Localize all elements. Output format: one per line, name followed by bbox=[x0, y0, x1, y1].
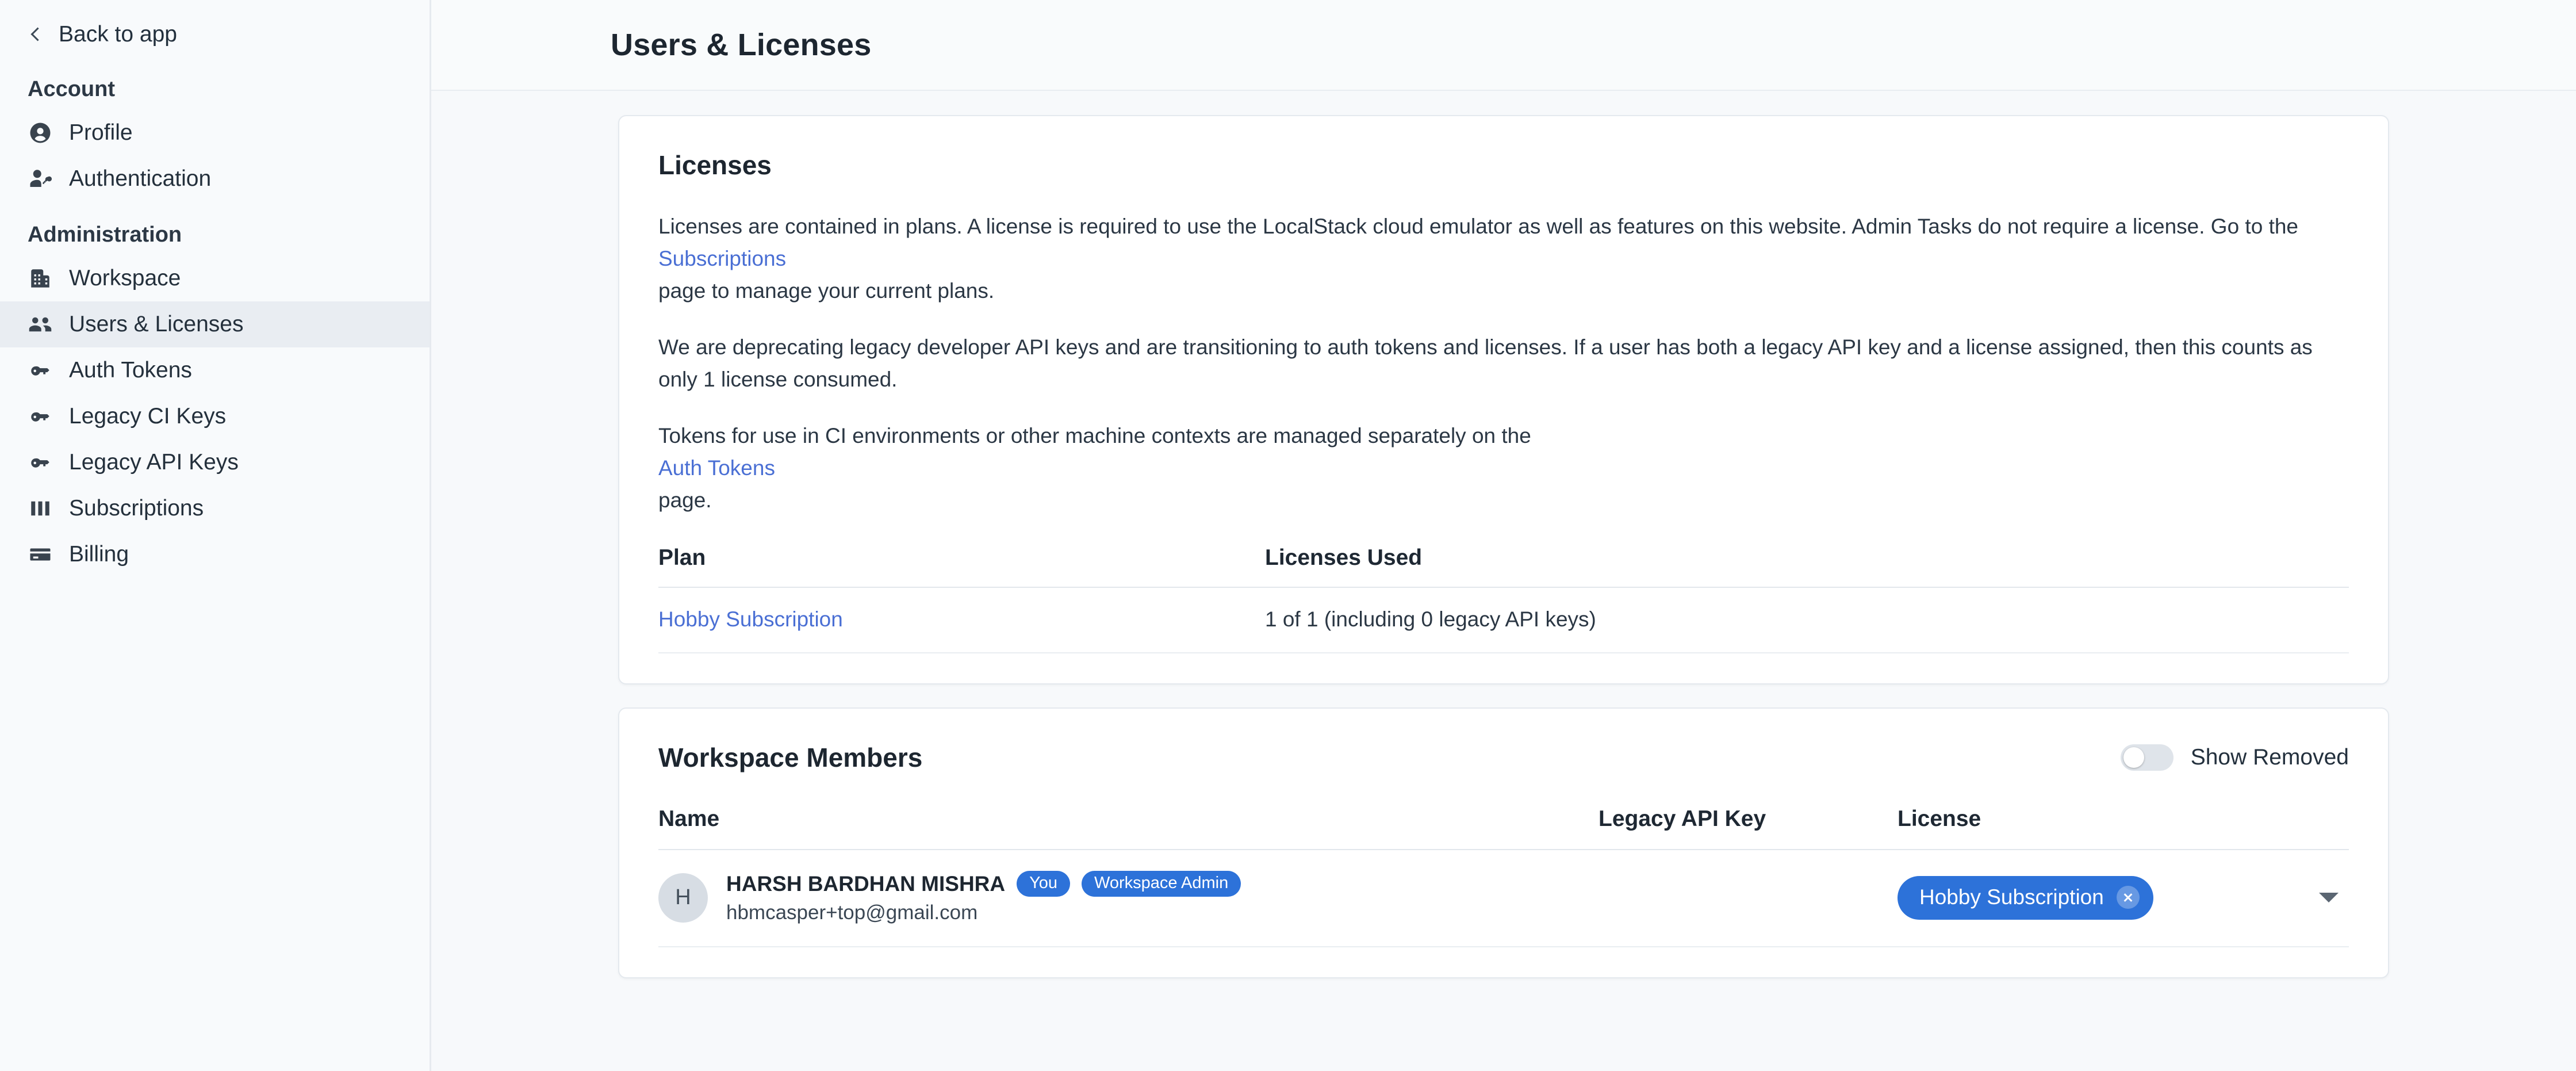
sidebar-item-label: Billing bbox=[69, 542, 129, 567]
back-to-app-label: Back to app bbox=[59, 22, 177, 47]
sidebar-item-label: Profile bbox=[69, 120, 133, 145]
licenses-card-title: Licenses bbox=[658, 150, 772, 180]
licenses-paragraph-3-tail: page. bbox=[658, 488, 712, 512]
sidebar-item-label: Subscriptions bbox=[69, 496, 204, 521]
members-header bbox=[658, 742, 2349, 773]
column-header-licenses-used: Licenses Used bbox=[1265, 541, 2349, 587]
licenses-paragraph-1 bbox=[658, 211, 2349, 307]
licenses-table bbox=[658, 541, 2349, 653]
workspace-members-card bbox=[618, 707, 2389, 978]
table-row bbox=[658, 850, 2349, 947]
licenses-paragraph-3-text: Tokens for use in CI environments or other machine contexts are managed separately on the bbox=[658, 424, 1531, 447]
licenses-paragraph-1-tail: page to manage your current plans. bbox=[658, 279, 995, 303]
sidebar-item-legacy-ci-keys[interactable] bbox=[0, 393, 430, 439]
user-name: HARSH BARDHAN MISHRA bbox=[726, 871, 1006, 896]
sidebar-section-account: Account bbox=[28, 77, 115, 101]
show-removed-label: Show Removed bbox=[2190, 745, 2349, 770]
licenses-paragraph-2: We are deprecating legacy developer API keys and are transitioning to auth tokens and licenses. If a user has both a legacy API key and a license assigned, then this counts as only 1 license consumed. bbox=[658, 335, 2313, 391]
key-icon bbox=[28, 450, 53, 475]
sidebar-item-label: Authentication bbox=[69, 166, 212, 191]
auth-tokens-link[interactable]: Auth Tokens bbox=[658, 456, 775, 480]
sidebar-item-users-licenses[interactable] bbox=[0, 301, 430, 347]
table-header-row bbox=[658, 541, 2349, 587]
sidebar-item-auth-tokens[interactable] bbox=[0, 347, 430, 393]
status-badge-role: Workspace Admin bbox=[1082, 871, 1241, 897]
show-removed-toggle[interactable] bbox=[2121, 744, 2174, 771]
page-header bbox=[431, 0, 2576, 91]
licenses-card bbox=[618, 115, 2389, 684]
avatar: H bbox=[658, 873, 708, 923]
license-chip[interactable] bbox=[1897, 876, 2153, 920]
sidebar-item-label: Legacy API Keys bbox=[69, 450, 239, 475]
cell-license bbox=[1897, 850, 2349, 947]
cell-licenses-used: 1 of 1 (including 0 legacy API keys) bbox=[1265, 587, 2349, 653]
sidebar-item-label: Users & Licenses bbox=[69, 312, 244, 336]
page-title: Users & Licenses bbox=[611, 28, 872, 62]
column-header-name: Name bbox=[658, 803, 1598, 850]
back-to-app-button[interactable] bbox=[0, 13, 430, 56]
sidebar bbox=[0, 0, 431, 1071]
table-row bbox=[658, 587, 2349, 653]
show-removed-control[interactable] bbox=[2121, 744, 2349, 771]
toggle-knob bbox=[2123, 747, 2144, 768]
sidebar-item-label: Legacy CI Keys bbox=[69, 404, 227, 429]
building-icon bbox=[28, 266, 53, 291]
sidebar-item-label: Auth Tokens bbox=[69, 358, 192, 382]
user-circle-icon bbox=[28, 120, 53, 146]
sidebar-section-administration: Administration bbox=[28, 223, 182, 247]
user-email: hbmcasper+top@gmail.com bbox=[726, 901, 978, 924]
chevron-down-icon[interactable] bbox=[2319, 893, 2339, 902]
sidebar-item-billing[interactable] bbox=[0, 531, 430, 577]
cell-user bbox=[658, 850, 1598, 947]
license-chip-label: Hobby Subscription bbox=[1919, 885, 2104, 909]
table-header-row bbox=[658, 803, 2349, 850]
user-key-icon bbox=[28, 166, 53, 192]
sidebar-item-authentication[interactable] bbox=[0, 156, 430, 202]
subscriptions-link[interactable]: Subscriptions bbox=[658, 247, 787, 270]
sidebar-item-profile[interactable] bbox=[0, 110, 430, 156]
members-card-title: Workspace Members bbox=[658, 743, 923, 772]
chevron-left-icon bbox=[28, 26, 45, 43]
key-icon bbox=[28, 358, 53, 383]
column-header-legacy-api-key: Legacy API Key bbox=[1598, 803, 1897, 850]
members-table bbox=[658, 803, 2349, 947]
columns-icon bbox=[28, 496, 53, 521]
sidebar-item-subscriptions[interactable] bbox=[0, 485, 430, 531]
status-badge-you: You bbox=[1017, 871, 1070, 897]
sidebar-item-workspace[interactable] bbox=[0, 255, 430, 301]
close-icon[interactable] bbox=[2117, 886, 2140, 909]
cell-legacy-api-key bbox=[1598, 850, 1897, 947]
licenses-paragraph-1-text: Licenses are contained in plans. A license is required to use the LocalStack cloud emulator as well as features on this website. Admin Tasks do not require a license. Go to the bbox=[658, 215, 2298, 238]
cell-plan bbox=[658, 587, 1265, 653]
licenses-paragraph-3 bbox=[658, 420, 2349, 517]
users-icon bbox=[28, 312, 53, 337]
plan-link[interactable]: Hobby Subscription bbox=[658, 607, 843, 631]
credit-card-icon bbox=[28, 542, 53, 567]
key-icon bbox=[28, 404, 53, 429]
main-content bbox=[431, 0, 2576, 1071]
sidebar-item-legacy-api-keys[interactable] bbox=[0, 439, 430, 485]
column-header-license: License bbox=[1897, 803, 2349, 850]
sidebar-item-label: Workspace bbox=[69, 266, 181, 290]
content-area bbox=[431, 91, 2576, 978]
column-header-plan: Plan bbox=[658, 541, 1265, 587]
